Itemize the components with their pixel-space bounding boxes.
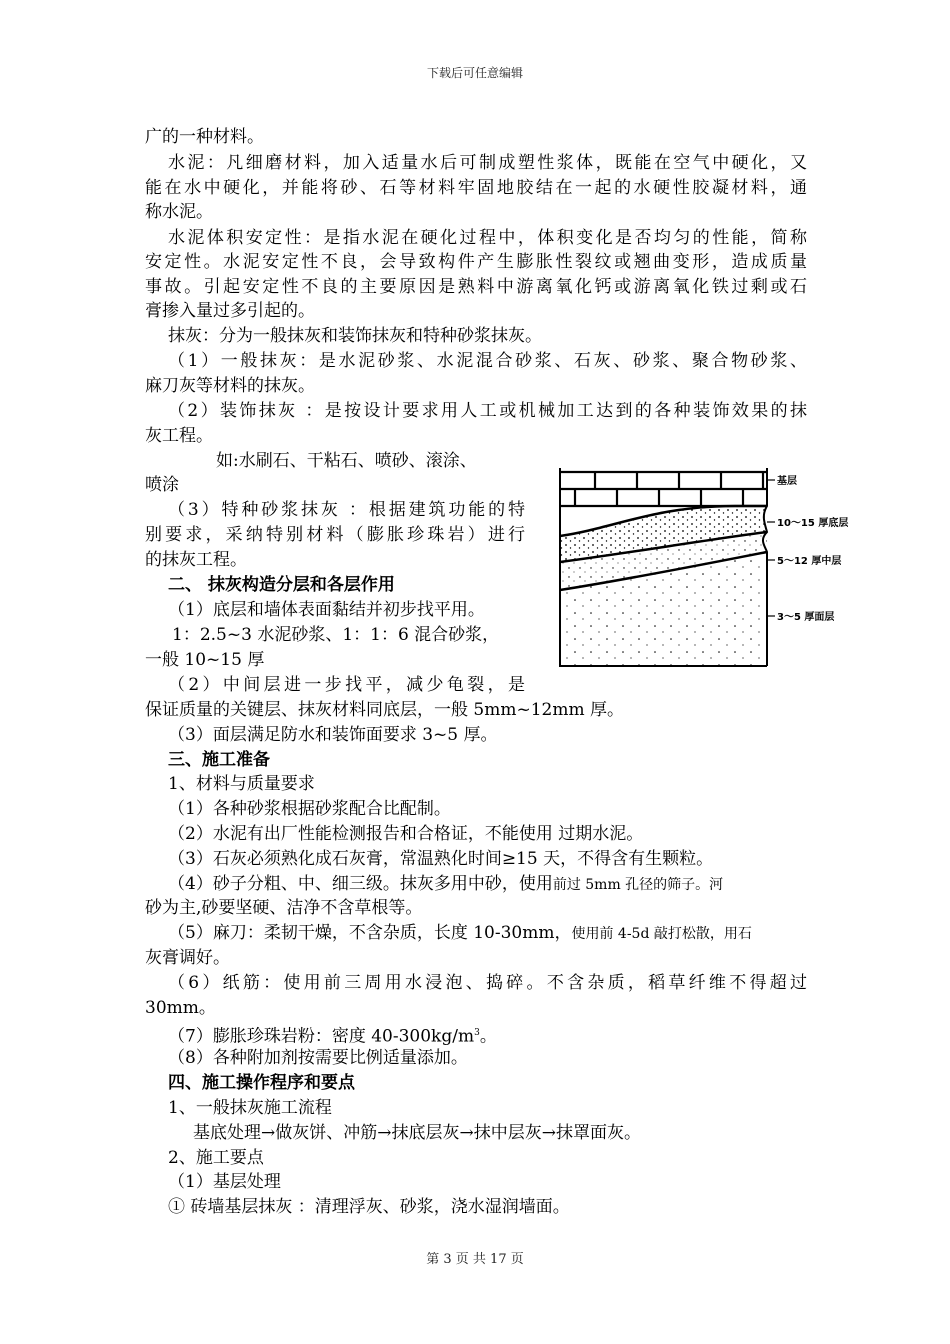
text-line: 水泥：凡细磨材料，加入适量水后可制成塑性浆体，既能在空气中硬化，又: [168, 153, 807, 173]
text-line: 灰膏调好。: [145, 948, 230, 968]
label-top-coat: 3～5 厚面层: [777, 612, 835, 623]
label-base-layer: 基层: [777, 476, 797, 487]
plaster-layers-figure: [555, 466, 855, 670]
text-line: 喷涂: [145, 475, 179, 495]
section-heading: 二、 抹灰构造分层和各层作用: [168, 575, 395, 595]
text-line: [168, 873, 723, 896]
text-span: （7）膨胀珍珠岩粉：密度 40-300kg/m: [168, 1026, 475, 1047]
text-line: 如:水刷石、干粘石、喷砂、滚涂、: [216, 451, 477, 471]
page-footer: 第 3 页 共 17 页: [426, 1252, 524, 1267]
text-line: （8）各种附加剂按需要比例适量添加。: [168, 1048, 468, 1068]
superscript: 3: [474, 1028, 480, 1038]
brick-base-layer: [560, 472, 767, 506]
text-line: 抹灰：分为一般抹灰和装饰抹灰和特种砂浆抹灰。: [168, 326, 542, 346]
text-line: [168, 1022, 497, 1048]
text-span: 前过 5mm 孔径的筛子。河: [552, 877, 724, 893]
text-line: 麻刀灰等材料的抹灰。: [145, 376, 315, 396]
text-line: 能在水中硬化，并能将砂、石等材料牢固地胶结在一起的水硬性胶凝材料，通: [145, 178, 807, 198]
text-line: （1）一般抹灰：是水泥砂浆、水泥混合砂浆、石灰、砂浆、聚合物砂浆、: [168, 351, 807, 371]
text-line: 称水泥。: [145, 202, 213, 222]
text-line: 水泥体积安定性：是指水泥在硬化过程中，体积变化是否均匀的性能，简称: [168, 228, 807, 248]
text-line: 事故。引起安定性不良的主要原因是熟料中游离氧化钙或游离氧化铁过剩或石: [145, 277, 807, 297]
page-header: 下载后可任意编辑: [426, 66, 523, 80]
section-heading: 三、施工准备: [168, 750, 270, 770]
text-line: 砂为主,砂要坚硬、洁净不含草根等。: [145, 898, 423, 918]
section-heading: 四、施工操作程序和要点: [168, 1073, 355, 1093]
text-line: ① 砖墙基层抹灰 ：清理浮灰、砂浆，浇水湿润墙面。: [168, 1197, 570, 1217]
text-span: （5）麻刀：柔韧干燥，不含杂质，长度 10-30mm，: [168, 923, 572, 943]
text-line: 灰工程。: [145, 426, 213, 446]
text-line: 安定性。水泥安定性不良，会导致构件产生膨胀性裂纹或翘曲变形，造成质量: [145, 252, 807, 272]
text-line: 膏掺入量过多引起的。: [145, 301, 315, 321]
text-line: 30mm。: [145, 998, 216, 1018]
text-line: 1：2.5~3 水泥砂浆、1：1：6 混合砂浆，: [172, 625, 500, 645]
text-line: 1、材料与质量要求: [168, 774, 315, 794]
label-bottom-coat: 10～15 厚底层: [777, 518, 849, 529]
text-span: 。: [479, 1026, 497, 1047]
text-line: 保证质量的关键层、抹灰材料同底层，一般 5mm~12mm 厚。: [145, 700, 624, 720]
text-line: （3）石灰必须熟化成石灰膏，常温熟化时间≥15 天，不得含有生颗粒。: [168, 849, 714, 869]
text-line: （3）面层满足防水和装饰面要求 3~5 厚。: [168, 725, 498, 745]
text-span: （4）砂子分粗、中、细三级。抹灰多用中砂，使用: [168, 874, 553, 894]
label-middle-coat: 5～12 厚中层: [777, 556, 842, 567]
text-span: 使用前 4-5d 敲打松散，用石: [571, 926, 752, 942]
text-line: 别要求，采纳特别材料（膨胀珍珠岩）进行: [145, 525, 525, 545]
text-line: （2）中间层进一步找平，减少龟裂，是: [168, 675, 525, 695]
text-line: 的抹灰工程。: [145, 550, 247, 570]
text-line: 1、一般抹灰施工流程: [168, 1098, 332, 1118]
text-line: （3）特种砂浆抹灰 ：根据建筑功能的特: [168, 500, 525, 520]
text-line: （1）基层处理: [168, 1172, 281, 1192]
text-line: （2）装饰抹灰 ：是按设计要求用人工或机械加工达到的各种装饰效果的抹: [168, 401, 807, 421]
text-line: 一般 10~15 厚: [145, 650, 265, 670]
text-line: 2、施工要点: [168, 1148, 264, 1168]
text-line: （2）水泥有出厂性能检测报告和合格证，不能使用 过期水泥。: [168, 824, 644, 844]
text-line: 广的一种材料。: [145, 127, 264, 147]
text-line: 基底处理→做灰饼、冲筋→抹底层灰→抹中层灰→抹罩面灰。: [193, 1123, 641, 1143]
text-line: [168, 922, 752, 945]
text-line: （6）纸筋：使用前三周用水浸泡、捣碎。不含杂质，稻草纤维不得超过: [168, 973, 807, 993]
text-line: （1）各种砂浆根据砂浆配合比配制。: [168, 799, 451, 819]
text-line: （1）底层和墙体表面黏结并初步找平用。: [168, 600, 485, 620]
